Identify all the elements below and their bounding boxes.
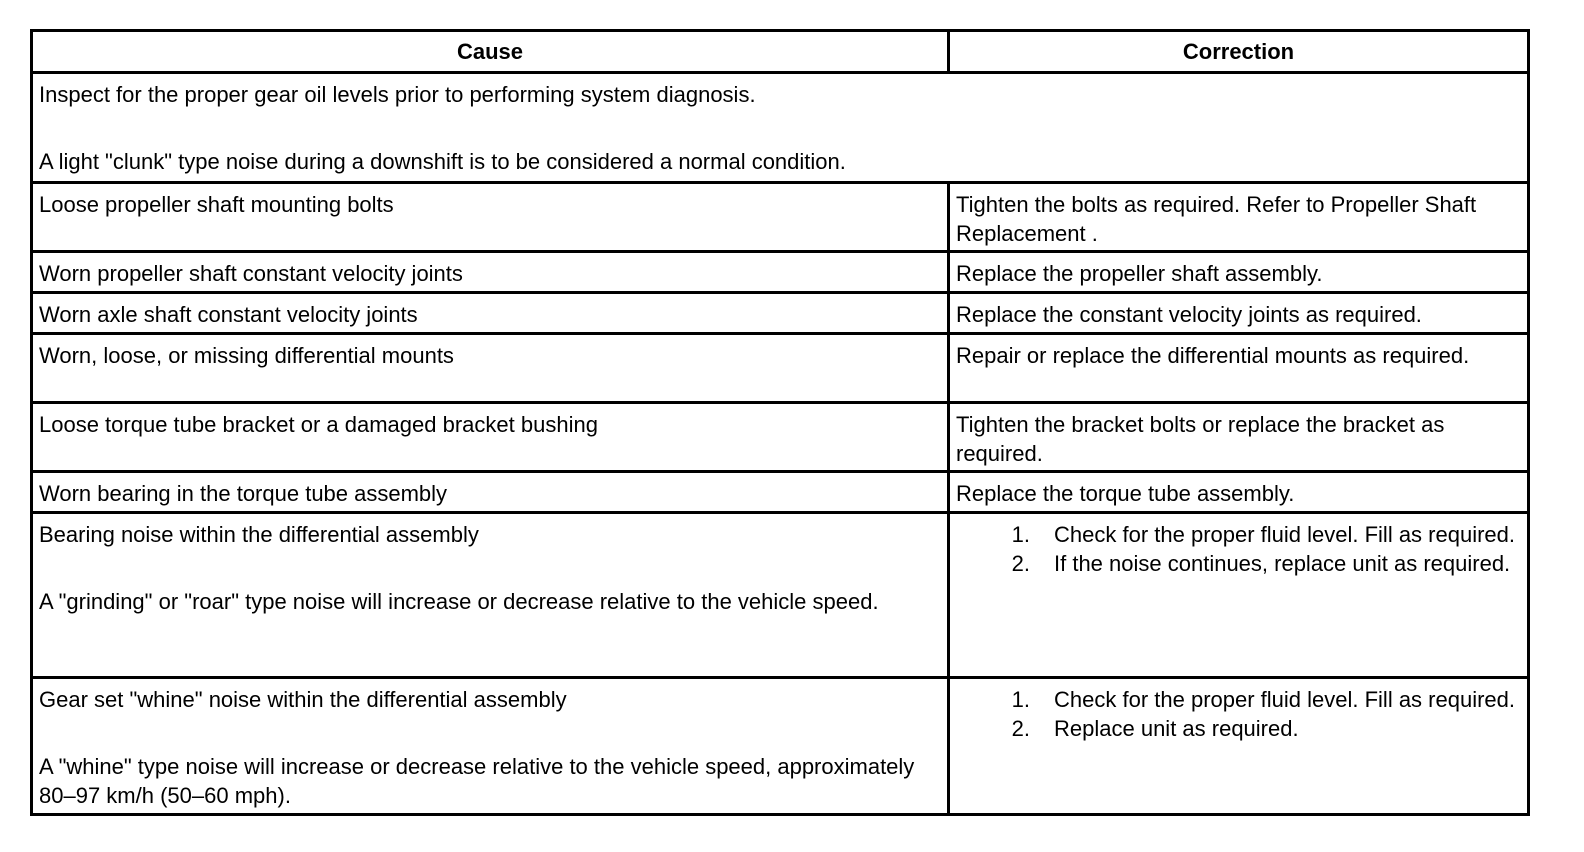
table-row [33,291,1527,332]
whine-steps-list [956,685,1521,743]
header-correction: Correction [1182,39,1295,64]
correction-cell [950,514,1527,676]
table-row [33,470,1527,511]
table-row [33,332,1527,401]
intro-line-1: Inspect for the proper gear oil levels prior to performing system diagnosis. [39,82,756,107]
cause-cell: Worn, loose, or missing differential mounts [33,335,950,401]
correction-cell: Repair or replace the differential mounts as required. [956,343,1470,368]
bearing-cause-line-2: A "grinding" or "roar" type noise will increase or decrease relative to the vehicle speed. [39,589,879,614]
step-number: 2. [1011,716,1030,741]
correction-cell: Replace the torque tube assembly. [956,481,1295,506]
whine-cause-line-1: Gear set "whine" noise within the differential assembly [39,687,567,712]
header-row [33,32,1527,71]
step-text: Replace unit as required. [1054,716,1299,741]
correction-cell: Replace the constant velocity joints as required. [956,302,1422,327]
intro-line-2: A light "clunk" type noise during a downshift is to be considered a normal condition. [39,149,846,174]
correction-cell: Tighten the bracket bolts or replace the bracket as required. [956,412,1445,466]
step-text: Check for the proper fluid level. Fill as required. [1054,522,1515,547]
step-number: 1. [1011,522,1030,547]
table-row [33,401,1527,470]
step-text: Check for the proper fluid level. Fill as required. [1054,687,1515,712]
table-row [33,181,1527,250]
cause-cell [33,679,950,813]
list-item [956,549,1521,578]
header-cause: Cause [33,32,950,71]
cause-cell: Loose propeller shaft mounting bolts [33,184,950,250]
correction-cell [950,679,1527,813]
list-item [956,714,1521,743]
correction-cell: Tighten the bolts as required. Refer to Propeller Shaft Replacement . [956,192,1477,246]
cause-cell: Worn propeller shaft constant velocity joints [33,253,950,291]
cause-cell [33,514,950,676]
table-row [33,250,1527,291]
table-row-bearing [33,511,1527,676]
table-row-whine [33,676,1527,813]
step-text: If the noise continues, replace unit as required. [1054,551,1511,576]
list-item [956,520,1521,549]
cause-cell: Loose torque tube bracket or a damaged bracket bushing [33,404,950,470]
intro-row [33,71,1527,181]
bearing-steps-list [956,520,1521,578]
cause-cell: Worn bearing in the torque tube assembly [33,473,950,511]
diagnostic-table [30,29,1530,816]
step-number: 1. [1011,687,1030,712]
correction-cell: Replace the propeller shaft assembly. [956,261,1323,286]
step-number: 2. [1011,551,1030,576]
whine-cause-line-2: A "whine" type noise will increase or decrease relative to the vehicle speed, approximately 80–97 km/h (50–60 mph). [39,754,915,808]
cause-cell: Worn axle shaft constant velocity joints [33,294,950,332]
intro-cell [33,74,1527,181]
bearing-cause-line-1: Bearing noise within the differential assembly [39,522,479,547]
list-item [956,685,1521,714]
